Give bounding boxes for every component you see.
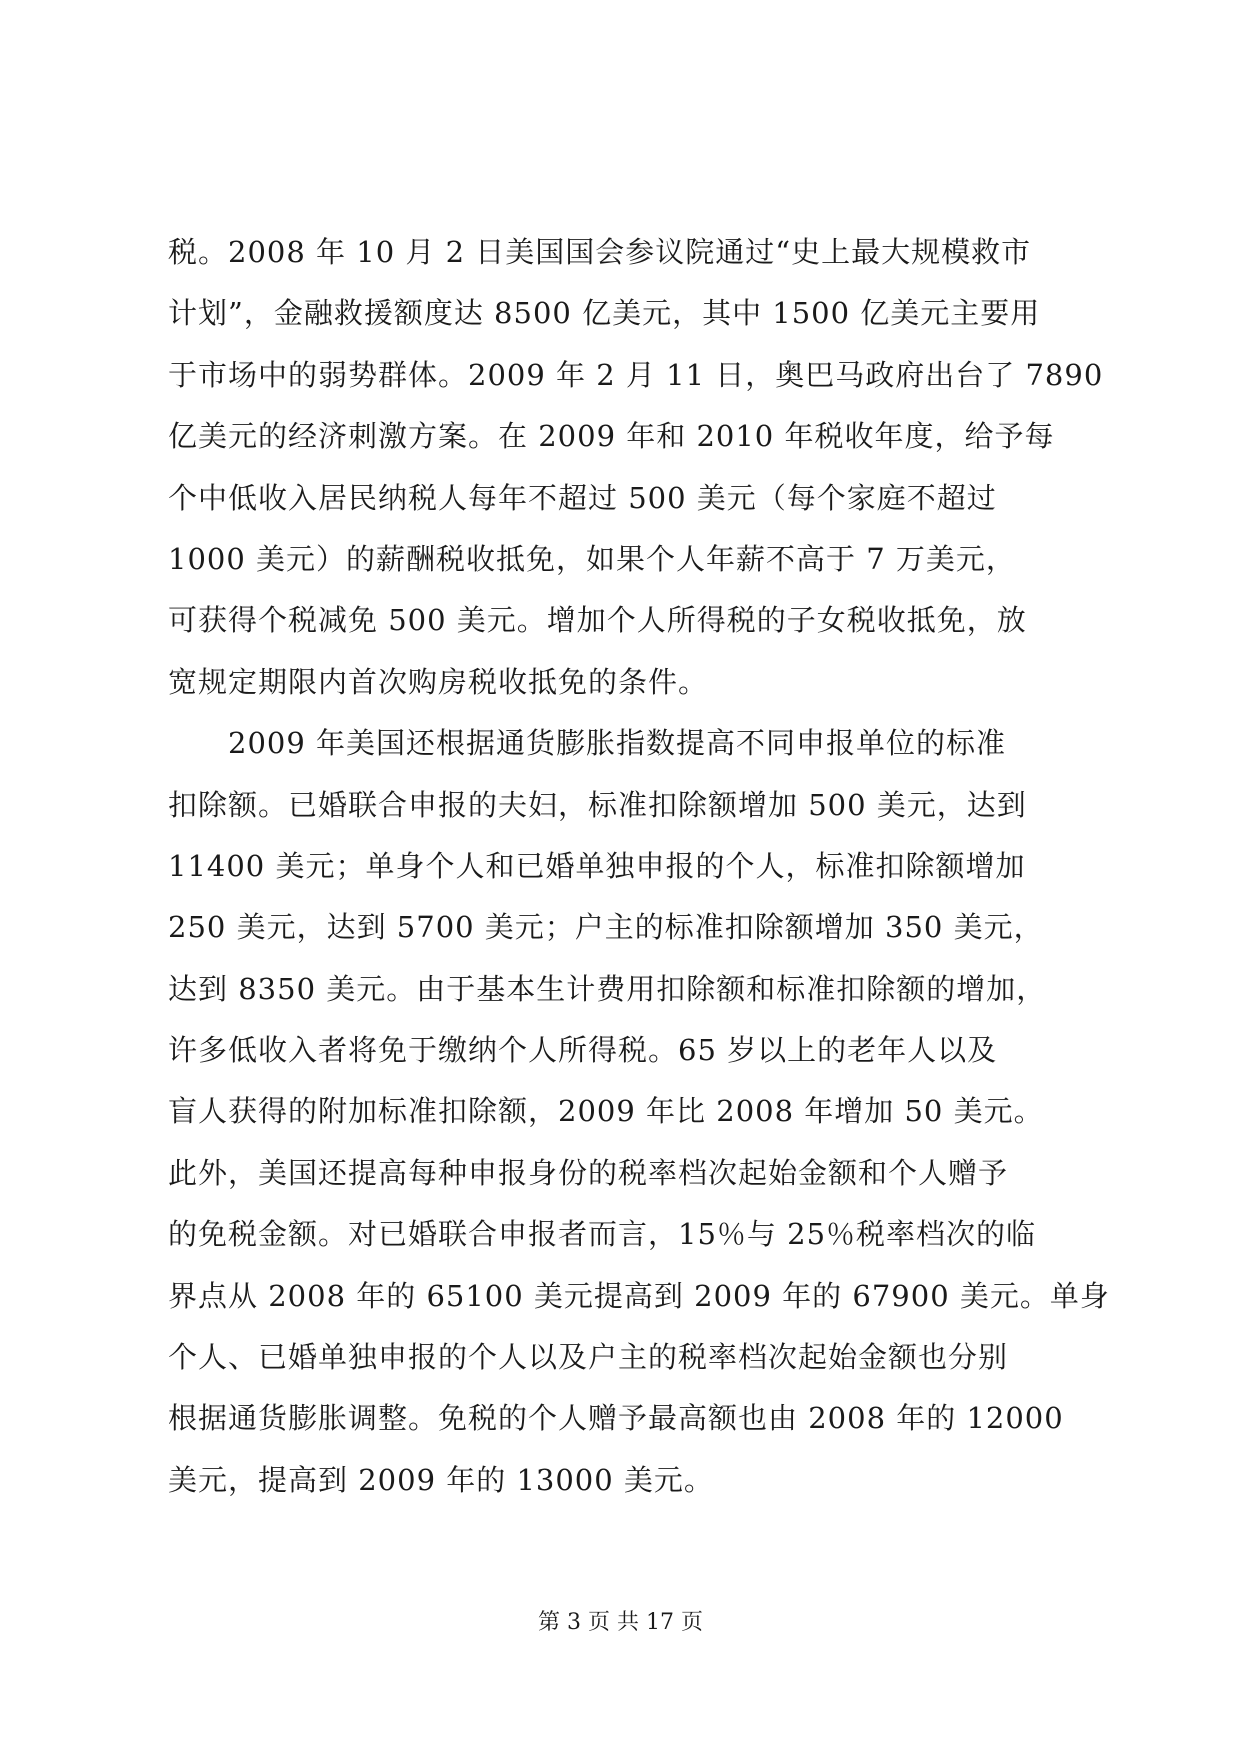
text-line: 的免税金额。对已婚联合申报者而言，15％与 25％税率档次的临: [168, 1217, 1037, 1252]
page-footer: 第 3 页 共 17 页: [538, 1610, 703, 1635]
text-line: 计划”，金融救援额度达 8500 亿美元，其中 1500 亿美元主要用: [168, 296, 1041, 331]
text-line: 达到 8350 美元。由于基本生计费用扣除额和标准扣除额的增加，: [168, 971, 1047, 1006]
text-line: 许多低收入者将免于缴纳个人所得税。65 岁以上的老年人以及: [168, 1033, 998, 1068]
text-line: 亿美元的经济刺激方案。在 2009 年和 2010 年税收年度，给予每: [168, 419, 1055, 454]
text-line: 2009 年美国还根据通货膨胀指数提高不同申报单位的标准: [168, 726, 1007, 761]
text-line: 个人、已婚单独申报的个人以及户主的税率档次起始金额也分别: [168, 1340, 1009, 1375]
text-line: 于市场中的弱势群体。2009 年 2 月 11 日，奥巴马政府出台了 7890: [168, 357, 1104, 392]
text-line: 可获得个税减免 500 美元。增加个人所得税的子女税收抵免，放: [168, 603, 1027, 638]
text-line: 250 美元，达到 5700 美元；户主的标准扣除额增加 350 美元，: [168, 910, 1044, 945]
text-line: 盲人获得的附加标准扣除额，2009 年比 2008 年增加 50 美元。: [168, 1094, 1044, 1129]
text-line: 扣除额。已婚联合申报的夫妇，标准扣除额增加 500 美元，达到: [168, 787, 1027, 822]
text-line: 个中低收入居民纳税人每年不超过 500 美元（每个家庭不超过: [168, 480, 997, 515]
text-line: 根据通货膨胀调整。免税的个人赠予最高额也由 2008 年的 12000: [168, 1401, 1064, 1436]
text-line: 11400 美元；单身个人和已婚单独申报的个人，标准扣除额增加: [168, 848, 1026, 883]
text-line: 美元，提高到 2009 年的 13000 美元。: [168, 1462, 714, 1497]
text-line: 税。2008 年 10 月 2 日美国国会参议院通过“史上最大规模救市: [168, 235, 1032, 269]
text-line: 宽规定期限内首次购房税收抵免的条件。: [168, 664, 709, 699]
text-line: 界点从 2008 年的 65100 美元提高到 2009 年的 67900 美元。单身: [168, 1278, 1110, 1313]
text-line: 1000 美元）的薪酬税收抵免，如果个人年薪不高于 7 万美元，: [168, 541, 1016, 576]
body-text: [168, 222, 1110, 1511]
text-line: 此外，美国还提高每种申报身份的税率档次起始金额和个人赠予: [168, 1155, 1009, 1190]
